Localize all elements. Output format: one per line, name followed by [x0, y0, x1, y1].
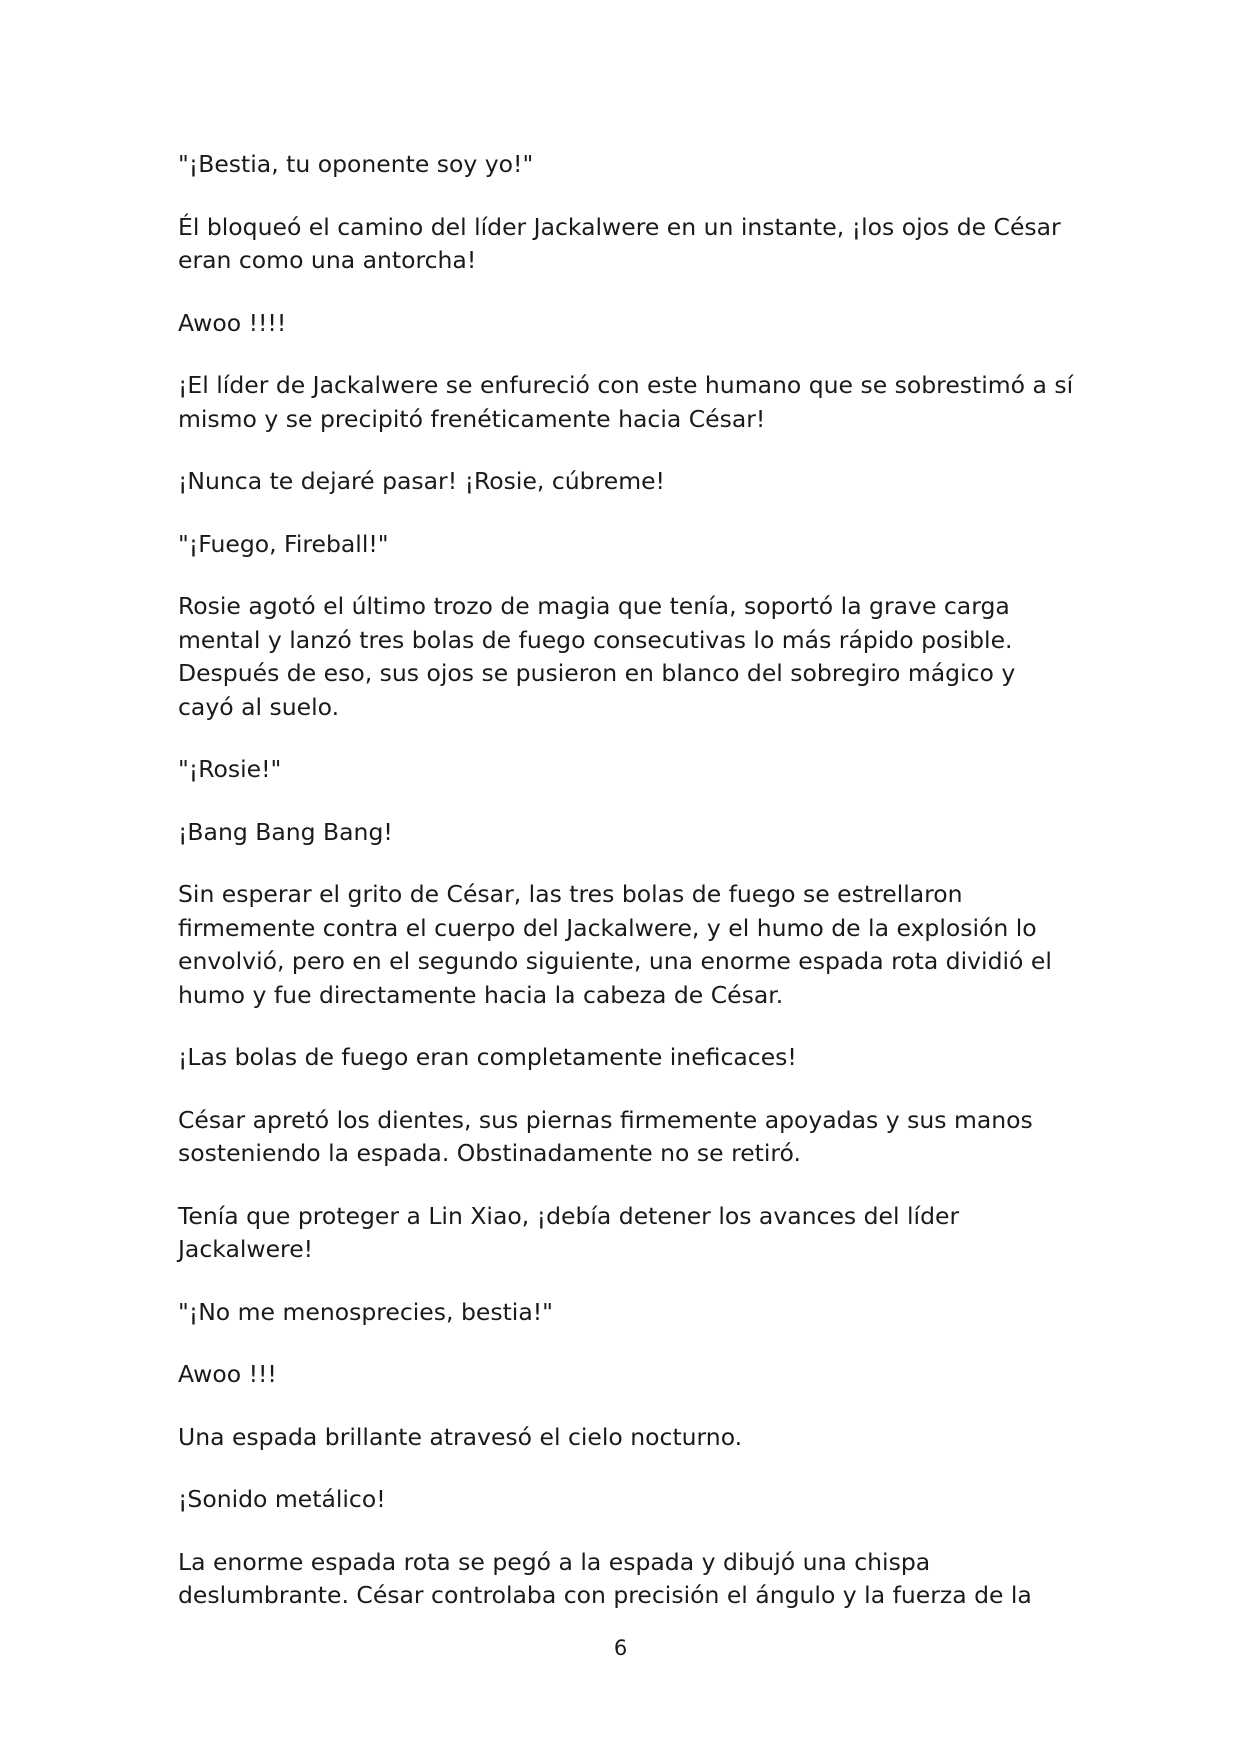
paragraph: ¡Las bolas de fuego eran completamente ineficaces! [178, 1043, 797, 1071]
paragraph: Una espada brillante atravesó el cielo nocturno. [178, 1422, 743, 1451]
paragraph: ¡Nunca te dejaré pasar! ¡Rosie, cúbreme! [178, 467, 665, 495]
paragraph: "¡Rosie!" [178, 755, 282, 783]
paragraph: Tenía que proteger a Lin Xiao, ¡debía detener los avances del líder Jackalwere! [178, 1201, 960, 1263]
paragraph: La enorme espada rota se pegó a la espada y dibujó una chispa deslumbrante. César controlaba con precisión el ángulo y la fuerza de la [178, 1547, 1032, 1609]
paragraph: ¡El líder de Jackalwere se enfureció con este humano que se sobrestimó a sí mismo y se precipitó frenéticamente hacia César! [178, 371, 1074, 433]
paragraph: Sin esperar el grito de César, las tres bolas de fuego se estrellaron firmemente contra el cuerpo del Jackalwere, y el humo de la explosión lo envolvió, pero en el segundo siguiente, una enorme espada rota dividió el humo y fue directamente hacia la cabeza de César. [178, 880, 1052, 1009]
paragraph: Rosie agotó el último trozo de magia que tenía, soportó la grave carga mental y lanzó tres bolas de fuego consecutivas lo más rápido posible. Después de eso, sus ojos se pusieron en blanco del sobregiro mágico y cayó al suelo. [178, 592, 1016, 721]
paragraph: Awoo !!! [178, 1360, 277, 1388]
page-number: 6 [613, 1636, 628, 1660]
paragraph: "¡No me menosprecies, bestia!" [178, 1297, 553, 1326]
paragraph: ¡Sonido metálico! [178, 1485, 386, 1513]
paragraph: César apretó los dientes, sus piernas firmemente apoyadas y sus manos sosteniendo la espada. Obstinadamente no se retiró. [178, 1105, 1033, 1167]
paragraph: Awoo !!!! [178, 308, 287, 337]
paragraph: Él bloqueó el camino del líder Jackalwere en un instante, ¡los ojos de César eran como una antorcha! [178, 212, 1061, 274]
page-body-text [178, 148, 1078, 1642]
paragraph: "¡Bestia, tu oponente soy yo!" [178, 150, 534, 178]
paragraph: "¡Fuego, Fireball!" [178, 529, 389, 558]
paragraph: ¡Bang Bang Bang! [178, 817, 393, 846]
